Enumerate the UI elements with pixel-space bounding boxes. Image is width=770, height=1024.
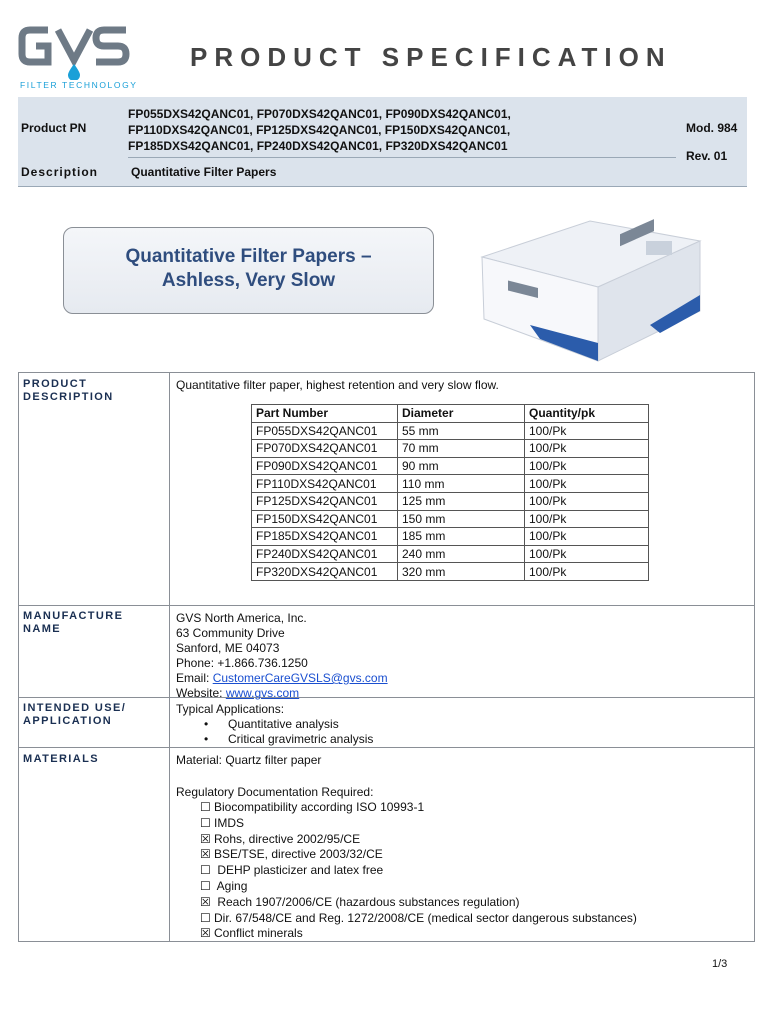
quantity-cell: 100/Pk bbox=[525, 457, 649, 475]
callout-line-1: Quantitative Filter Papers – bbox=[125, 246, 372, 267]
product-callout bbox=[63, 227, 434, 314]
col-header-quantity: Quantity/pk bbox=[525, 405, 649, 423]
table-row bbox=[252, 422, 649, 440]
table-row bbox=[252, 528, 649, 546]
unchecked-box-icon: ☐ bbox=[200, 815, 211, 830]
email-line bbox=[176, 671, 388, 686]
diameter-cell: 240 mm bbox=[398, 545, 525, 563]
table-row bbox=[252, 440, 649, 458]
product-box-image bbox=[470, 215, 710, 365]
part-number-cell: FP125DXS42QANC01 bbox=[252, 492, 398, 510]
label-line: DESCRIPTION bbox=[23, 391, 114, 403]
gvs-logo bbox=[18, 24, 138, 94]
quantity-cell: 100/Pk bbox=[525, 422, 649, 440]
diameter-cell: 90 mm bbox=[398, 457, 525, 475]
mod-number: Mod. 984 bbox=[686, 121, 738, 135]
label-line: PRODUCT bbox=[23, 378, 88, 390]
material-line: Material: Quartz filter paper bbox=[176, 753, 322, 767]
table-row bbox=[252, 492, 649, 510]
unchecked-box-icon: ☐ bbox=[200, 800, 211, 814]
spec-table bbox=[18, 372, 755, 942]
row-divider bbox=[19, 605, 754, 606]
phone: Phone: +1.866.736.1250 bbox=[176, 656, 308, 670]
product-description-label bbox=[23, 378, 114, 404]
label-line: INTENDED USE/ bbox=[23, 702, 127, 714]
regulatory-item bbox=[200, 800, 637, 816]
product-pn-line: FP185DXS42QANC01, FP240DXS42QANC01, FP320DXS42QANC01 bbox=[128, 139, 508, 153]
parts-table bbox=[251, 404, 649, 581]
street-address: 63 Community Drive bbox=[176, 626, 285, 640]
unchecked-box-icon: ☐ bbox=[200, 863, 211, 878]
part-number-cell: FP240DXS42QANC01 bbox=[252, 545, 398, 563]
part-number-cell: FP070DXS42QANC01 bbox=[252, 440, 398, 458]
regulatory-item-text: Biocompatibility according ISO 10993-1 bbox=[214, 800, 425, 814]
page-number: 1/3 bbox=[712, 958, 728, 970]
part-number-cell: FP185DXS42QANC01 bbox=[252, 528, 398, 546]
header-divider bbox=[128, 157, 676, 158]
regulatory-heading: Regulatory Documentation Required: bbox=[176, 785, 374, 799]
checked-box-icon: ☒ bbox=[200, 894, 211, 909]
quantity-cell: 100/Pk bbox=[525, 563, 649, 581]
revision: Rev. 01 bbox=[686, 149, 728, 163]
intended-use-label bbox=[23, 702, 126, 728]
table-row bbox=[252, 510, 649, 528]
product-pn-label: Product PN bbox=[21, 121, 87, 135]
diameter-cell: 70 mm bbox=[398, 440, 525, 458]
regulatory-item bbox=[200, 847, 637, 863]
part-number-cell: FP320DXS42QANC01 bbox=[252, 563, 398, 581]
page-title: PRODUCT SPECIFICATION bbox=[190, 42, 672, 72]
part-number-cell: FP150DXS42QANC01 bbox=[252, 510, 398, 528]
regulatory-item-text: Reach 1907/2006/CE (hazardous substances regulation) bbox=[214, 894, 520, 909]
product-pn-line: FP055DXS42QANC01, FP070DXS42QANC01, FP090DXS42QANC01, bbox=[128, 107, 511, 121]
applications-list bbox=[176, 717, 373, 747]
description-value: Quantitative Filter Papers bbox=[131, 165, 277, 179]
diameter-cell: 125 mm bbox=[398, 492, 525, 510]
diameter-cell: 185 mm bbox=[398, 528, 525, 546]
email-link[interactable]: CustomerCareGVSLS@gvs.com bbox=[212, 671, 388, 685]
product-description-intro: Quantitative filter paper, highest retention and very slow flow. bbox=[176, 378, 499, 392]
regulatory-item bbox=[200, 926, 637, 942]
regulatory-item bbox=[200, 879, 637, 895]
diameter-cell: 55 mm bbox=[398, 422, 525, 440]
intended-use-details bbox=[176, 702, 373, 747]
regulatory-item bbox=[200, 832, 637, 848]
table-row bbox=[252, 457, 649, 475]
diameter-cell: 150 mm bbox=[398, 510, 525, 528]
applications-heading: Typical Applications: bbox=[176, 702, 285, 716]
product-pn-line: FP110DXS42QANC01, FP125DXS42QANC01, FP150DXS42QANC01, bbox=[128, 123, 511, 137]
parts-table-header bbox=[252, 405, 649, 423]
regulatory-item bbox=[200, 895, 637, 911]
diameter-cell: 110 mm bbox=[398, 475, 525, 493]
list-item: • Quantitative analysis bbox=[176, 717, 373, 732]
regulatory-item-text: BSE/TSE, directive 2003/32/CE bbox=[214, 847, 383, 862]
column-divider bbox=[169, 373, 170, 941]
table-row bbox=[252, 475, 649, 493]
quantity-cell: 100/Pk bbox=[525, 510, 649, 528]
city-address: Sanford, ME 04073 bbox=[176, 641, 280, 655]
quantity-cell: 100/Pk bbox=[525, 440, 649, 458]
materials-details bbox=[176, 753, 637, 942]
regulatory-item-text: Conflict minerals bbox=[214, 926, 303, 941]
quantity-cell: 100/Pk bbox=[525, 475, 649, 493]
website-link[interactable]: www.gvs.com bbox=[225, 686, 300, 700]
product-pn-list bbox=[128, 106, 511, 154]
list-item: • Critical gravimetric analysis bbox=[176, 732, 373, 747]
website-line bbox=[176, 686, 388, 701]
row-divider bbox=[19, 747, 754, 748]
regulatory-item bbox=[200, 863, 637, 879]
header-band bbox=[18, 97, 747, 187]
checked-box-icon: ☒ bbox=[200, 831, 211, 846]
regulatory-item-text: DEHP plasticizer and latex free bbox=[214, 863, 384, 878]
logo-tagline: FILTER TECHNOLOGY bbox=[20, 80, 138, 90]
regulatory-item-text: Aging bbox=[214, 878, 248, 893]
regulatory-item bbox=[200, 816, 637, 832]
regulatory-item-text: Dir. 67/548/CE and Reg. 1272/2008/CE (medical sector dangerous substances) bbox=[214, 910, 637, 925]
company-name: GVS North America, Inc. bbox=[176, 611, 307, 625]
manufacture-details bbox=[176, 611, 388, 701]
regulatory-list bbox=[176, 800, 637, 942]
diameter-cell: 320 mm bbox=[398, 563, 525, 581]
checked-box-icon: ☒ bbox=[200, 926, 211, 941]
regulatory-item bbox=[200, 911, 637, 927]
manufacture-label bbox=[23, 610, 123, 636]
quantity-cell: 100/Pk bbox=[525, 545, 649, 563]
email-label: Email: bbox=[176, 671, 213, 685]
description-label: Description bbox=[21, 165, 99, 179]
checked-box-icon: ☒ bbox=[200, 847, 211, 862]
label-line: NAME bbox=[23, 623, 61, 635]
part-number-cell: FP090DXS42QANC01 bbox=[252, 457, 398, 475]
table-row bbox=[252, 545, 649, 563]
quantity-cell: 100/Pk bbox=[525, 492, 649, 510]
label-line: MANUFACTURE bbox=[23, 610, 124, 622]
regulatory-item-text: IMDS bbox=[214, 815, 244, 830]
unchecked-box-icon: ☐ bbox=[200, 878, 211, 893]
materials-label: MATERIALS bbox=[23, 753, 99, 765]
col-header-diameter: Diameter bbox=[398, 405, 525, 423]
col-header-part-number: Part Number bbox=[252, 405, 398, 423]
table-row bbox=[252, 563, 649, 581]
callout-line-2: Ashless, Very Slow bbox=[161, 270, 336, 291]
part-number-cell: FP110DXS42QANC01 bbox=[252, 475, 398, 493]
website-label: Website: bbox=[176, 686, 226, 700]
quantity-cell: 100/Pk bbox=[525, 528, 649, 546]
unchecked-box-icon: ☐ bbox=[200, 910, 211, 925]
label-line: APPLICATION bbox=[23, 715, 113, 727]
part-number-cell: FP055DXS42QANC01 bbox=[252, 422, 398, 440]
regulatory-item-text: Rohs, directive 2002/95/CE bbox=[214, 831, 361, 846]
